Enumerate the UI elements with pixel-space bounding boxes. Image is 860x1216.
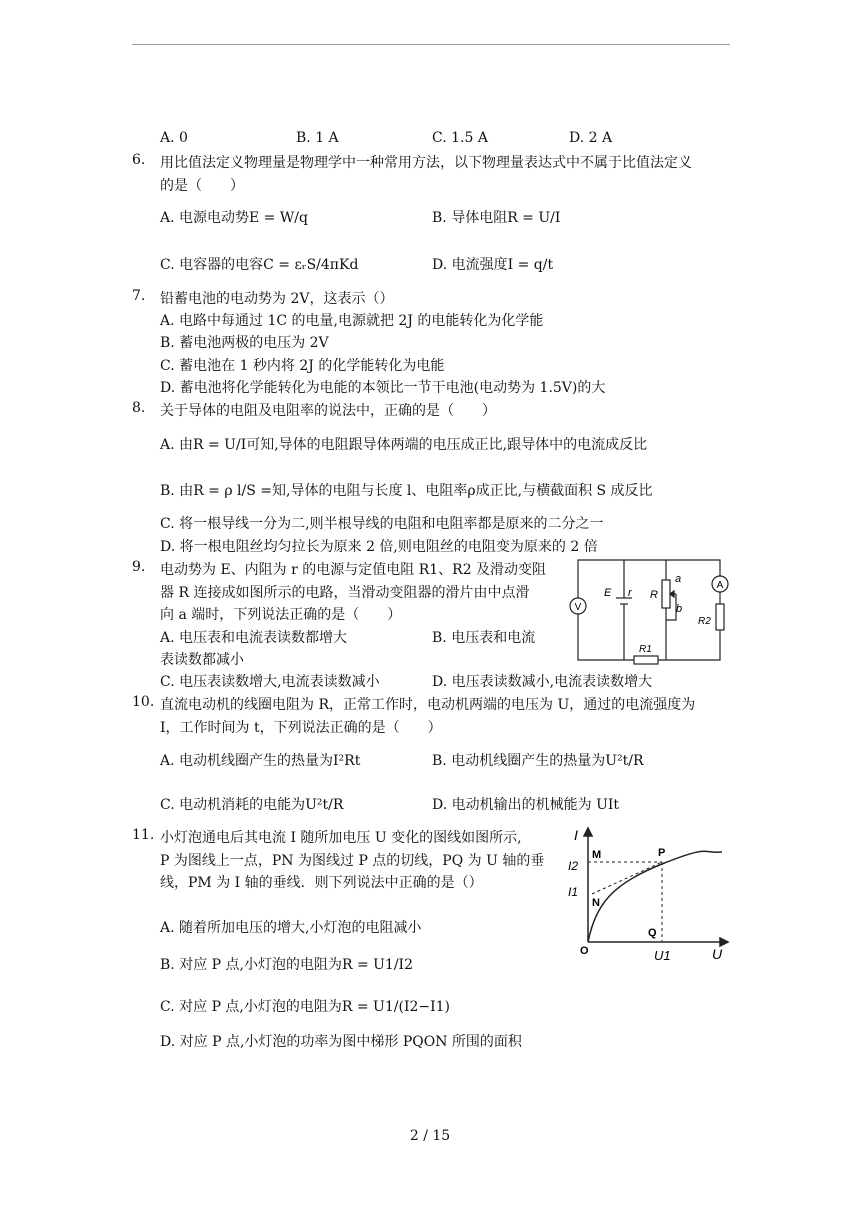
internal-r-label: r [628,587,632,599]
q10-option-c: C. 电动机消耗的电能为U²t/R [160,797,344,813]
page-total: 15 [432,1128,451,1144]
q9-circuit-diagram [564,554,734,666]
q9-stem-line2: 器 R 连接成如图所示的电路，当滑动变阻器的滑片由中点滑 [160,585,530,601]
q10-number: 10. [132,694,155,710]
page-footer [0,1128,860,1144]
q9-stem-line1: 电动势为 E、内阻为 r 的电源与定值电阻 R1、R2 及滑动变阻 [160,562,547,578]
q10-option-a: A. 电动机线圈产生的热量为I²Rt [160,753,361,769]
q5-option-b: B. 1 A [296,130,339,146]
u1-label: U1 [654,948,671,963]
q11-stem-line1: 小灯泡通电后其电流 I 随所加电压 U 变化的图线如图所示, [160,830,522,846]
emf-label: E [604,587,612,599]
q8-stem: 关于导体的电阻及电阻率的说法中，正确的是（ ） [160,403,496,419]
header-rule [132,44,730,45]
page-number: 2 [409,1128,419,1144]
ammeter-label: A [716,580,724,591]
q7-option-c: C. 蓄电池在 1 秒内将 2J 的化学能转化为电能 [160,358,445,374]
q11-option-d: D. 对应 P 点,小灯泡的功率为图中梯形 PQON 所围的面积 [160,1034,522,1050]
point-m-label: M [592,849,602,861]
q10-stem-line1: 直流电动机的线圈电阻为 R，正常工作时，电动机两端的电压为 U，通过的电流强度为 [160,697,696,713]
q6-stem-line1: 用比值法定义物理量是物理学中一种常用方法，以下物理量表达式中不属于比值法定义 [160,155,692,171]
q6-option-d: D. 电流强度I = q/t [432,257,554,273]
q5-option-d: D. 2 A [569,130,613,146]
q6-option-b: B. 导体电阻R = U/I [432,210,561,226]
page-separator: / [423,1128,428,1144]
q7-option-b: B. 蓄电池两极的电压为 2V [160,335,329,351]
q6-stem-line2: 的是（ ） [160,178,244,194]
q9-option-c: C. 电压表读数增大,电流表读数减小 [160,674,380,690]
q5-option-a: A. 0 [160,130,188,146]
q11-iu-graph [562,824,734,966]
q8-option-b: B. 由R = ρ l/S =知,导体的电阻与长度 l、电阻率ρ成正比,与横截面积 S 成反比 [160,483,653,499]
i-axis-label: I [574,827,578,843]
q6-option-c: C. 电容器的电容C = εᵣS/4πKd [160,257,359,273]
r1-label: R1 [639,644,652,655]
q11-option-c: C. 对应 P 点,小灯泡的电阻为R = U1/(I2−I1) [160,999,451,1015]
q6-number: 6. [132,152,146,168]
voltmeter-label: V [574,602,582,613]
q7-number: 7. [132,288,146,304]
point-p-label: P [658,847,666,859]
q10-option-d: D. 电动机输出的机械能为 UIt [432,797,620,813]
q9-stem-line3: 向 a 端时，下列说法正确的是（ ） [160,607,402,623]
i2-label: I2 [568,859,579,873]
q9-option-d: D. 电压表读数减小,电流表读数增大 [432,674,653,690]
q9-option-b: B. 电压表和电流 [432,630,536,646]
rheostat-label: R [650,589,658,601]
terminal-a-label: a [675,573,682,585]
q6-option-a: A. 电源电动势E = W/q [160,210,308,226]
q9-number: 9. [132,559,146,575]
q8-option-c: C. 将一根导线一分为二,则半根导线的电阻和电阻率都是原来的二分之一 [160,516,604,532]
u-axis-label: U [712,946,723,962]
q9-option-a: A. 电压表和电流表读数都增大 [160,630,348,646]
q8-option-a: A. 由R = U/I可知,导体的电阻跟导体两端的电压成正比,跟导体中的电流成反比 [160,437,648,453]
q11-stem-line3: 线，PM 为 I 轴的垂线．则下列说法中正确的是（） [160,875,483,891]
origin-label: O [580,945,589,957]
q7-option-d: D. 蓄电池将化学能转化为电能的本领比一节干电池(电动势为 1.5V)的大 [160,380,606,396]
r2-label: R2 [698,616,711,627]
q10-stem-line2: I，工作时间为 t，下列说法正确的是（ ） [160,720,442,736]
q11-option-b: B. 对应 P 点,小灯泡的电阻为R = U1/I2 [160,957,413,973]
q11-stem-line2: P 为图线上一点，PN 为图线过 P 点的切线，PQ 为 U 轴的垂 [160,853,545,869]
q7-stem: 铅蓄电池的电动势为 2V，这表示（） [160,291,394,307]
point-q-label: Q [648,927,657,939]
q10-option-b: B. 电动机线圈产生的热量为U²t/R [432,753,644,769]
q11-option-a: A. 随着所加电压的增大,小灯泡的电阻减小 [160,920,422,936]
q8-option-d: D. 将一根电阻丝均匀拉长为原来 2 倍,则电阻丝的电阻变为原来的 2 倍 [160,539,598,555]
q11-number: 11. [132,827,155,843]
q5-option-c: C. 1.5 A [432,130,488,146]
q7-option-a: A. 电路中每通过 1C 的电量,电源就把 2J 的电能转化为化学能 [160,313,544,329]
q8-number: 8. [132,400,146,416]
point-n-label: N [592,897,600,909]
terminal-b-label: b [676,603,683,615]
q9-option-b-cont: 表读数都减小 [160,652,244,668]
i1-label: I1 [568,885,579,899]
